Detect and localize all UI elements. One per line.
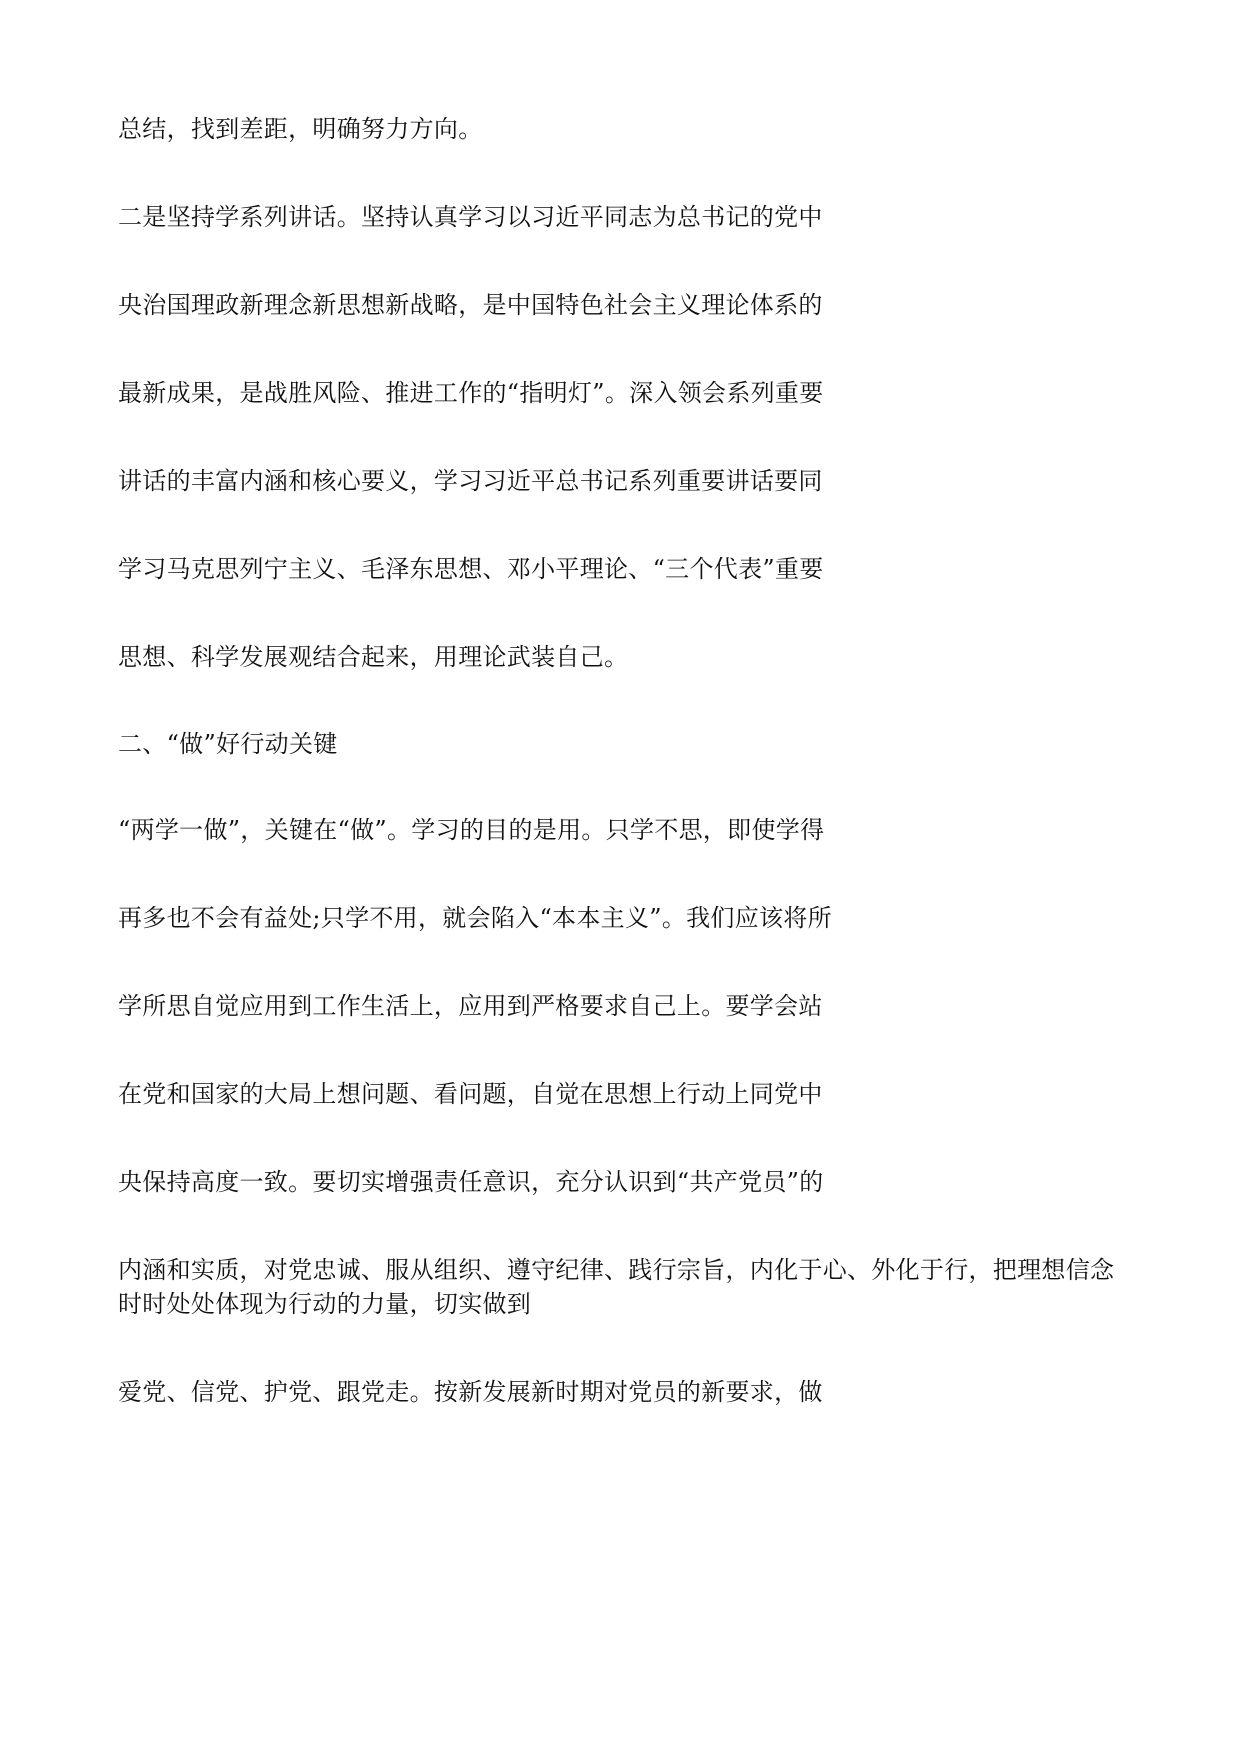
paragraph-line: 学习马克思列宁主义、毛泽东思想、邓小平理论、“三个代表”重要 xyxy=(118,555,824,583)
section-heading: 二、“做”好行动关键 xyxy=(118,730,338,758)
paragraph-line: 讲话的丰富内涵和核心要义，学习习近平总书记系列重要讲话要同 xyxy=(118,467,823,495)
paragraph-line: 思想、科学发展观结合起来，用理论武装自己。 xyxy=(118,643,629,671)
paragraph-line: 在党和国家的大局上想问题、看问题，自觉在思想上行动上同党中 xyxy=(118,1080,823,1108)
paragraph-line: 二是坚持学系列讲话。坚持认真学习以习近平同志为总书记的党中 xyxy=(118,203,823,231)
paragraph-line: 再多也不会有益处;只学不用，就会陷入“本本主义”。我们应该将所 xyxy=(118,904,832,932)
paragraph-line: “两学一做”，关键在“做”。学习的目的是用。只学不思，即使学得 xyxy=(118,816,825,844)
paragraph-line: 爱党、信党、护党、跟党走。按新发展新时期对党员的新要求，做 xyxy=(118,1378,823,1406)
paragraph-line: 央保持高度一致。要切实增强责任意识，充分认识到“共产党员”的 xyxy=(118,1168,824,1196)
paragraph-line: 学所思自觉应用到工作生活上，应用到严格要求自己上。要学会站 xyxy=(118,992,823,1020)
paragraph-line: 央治国理政新理念新思想新战略，是中国特色社会主义理论体系的 xyxy=(118,291,823,319)
paragraph-line: 总结，找到差距，明确努力方向。 xyxy=(118,115,483,143)
paragraph-line: 最新成果，是战胜风险、推进工作的“指明灯”。深入领会系列重要 xyxy=(118,379,824,407)
paragraph-line: 内涵和实质，对党忠诚、服从组织、遵守纪律、践行宗旨，内化于心、外化于行，把理想信念时时处处体现为行动的力量，切实做到 xyxy=(118,1256,1115,1318)
